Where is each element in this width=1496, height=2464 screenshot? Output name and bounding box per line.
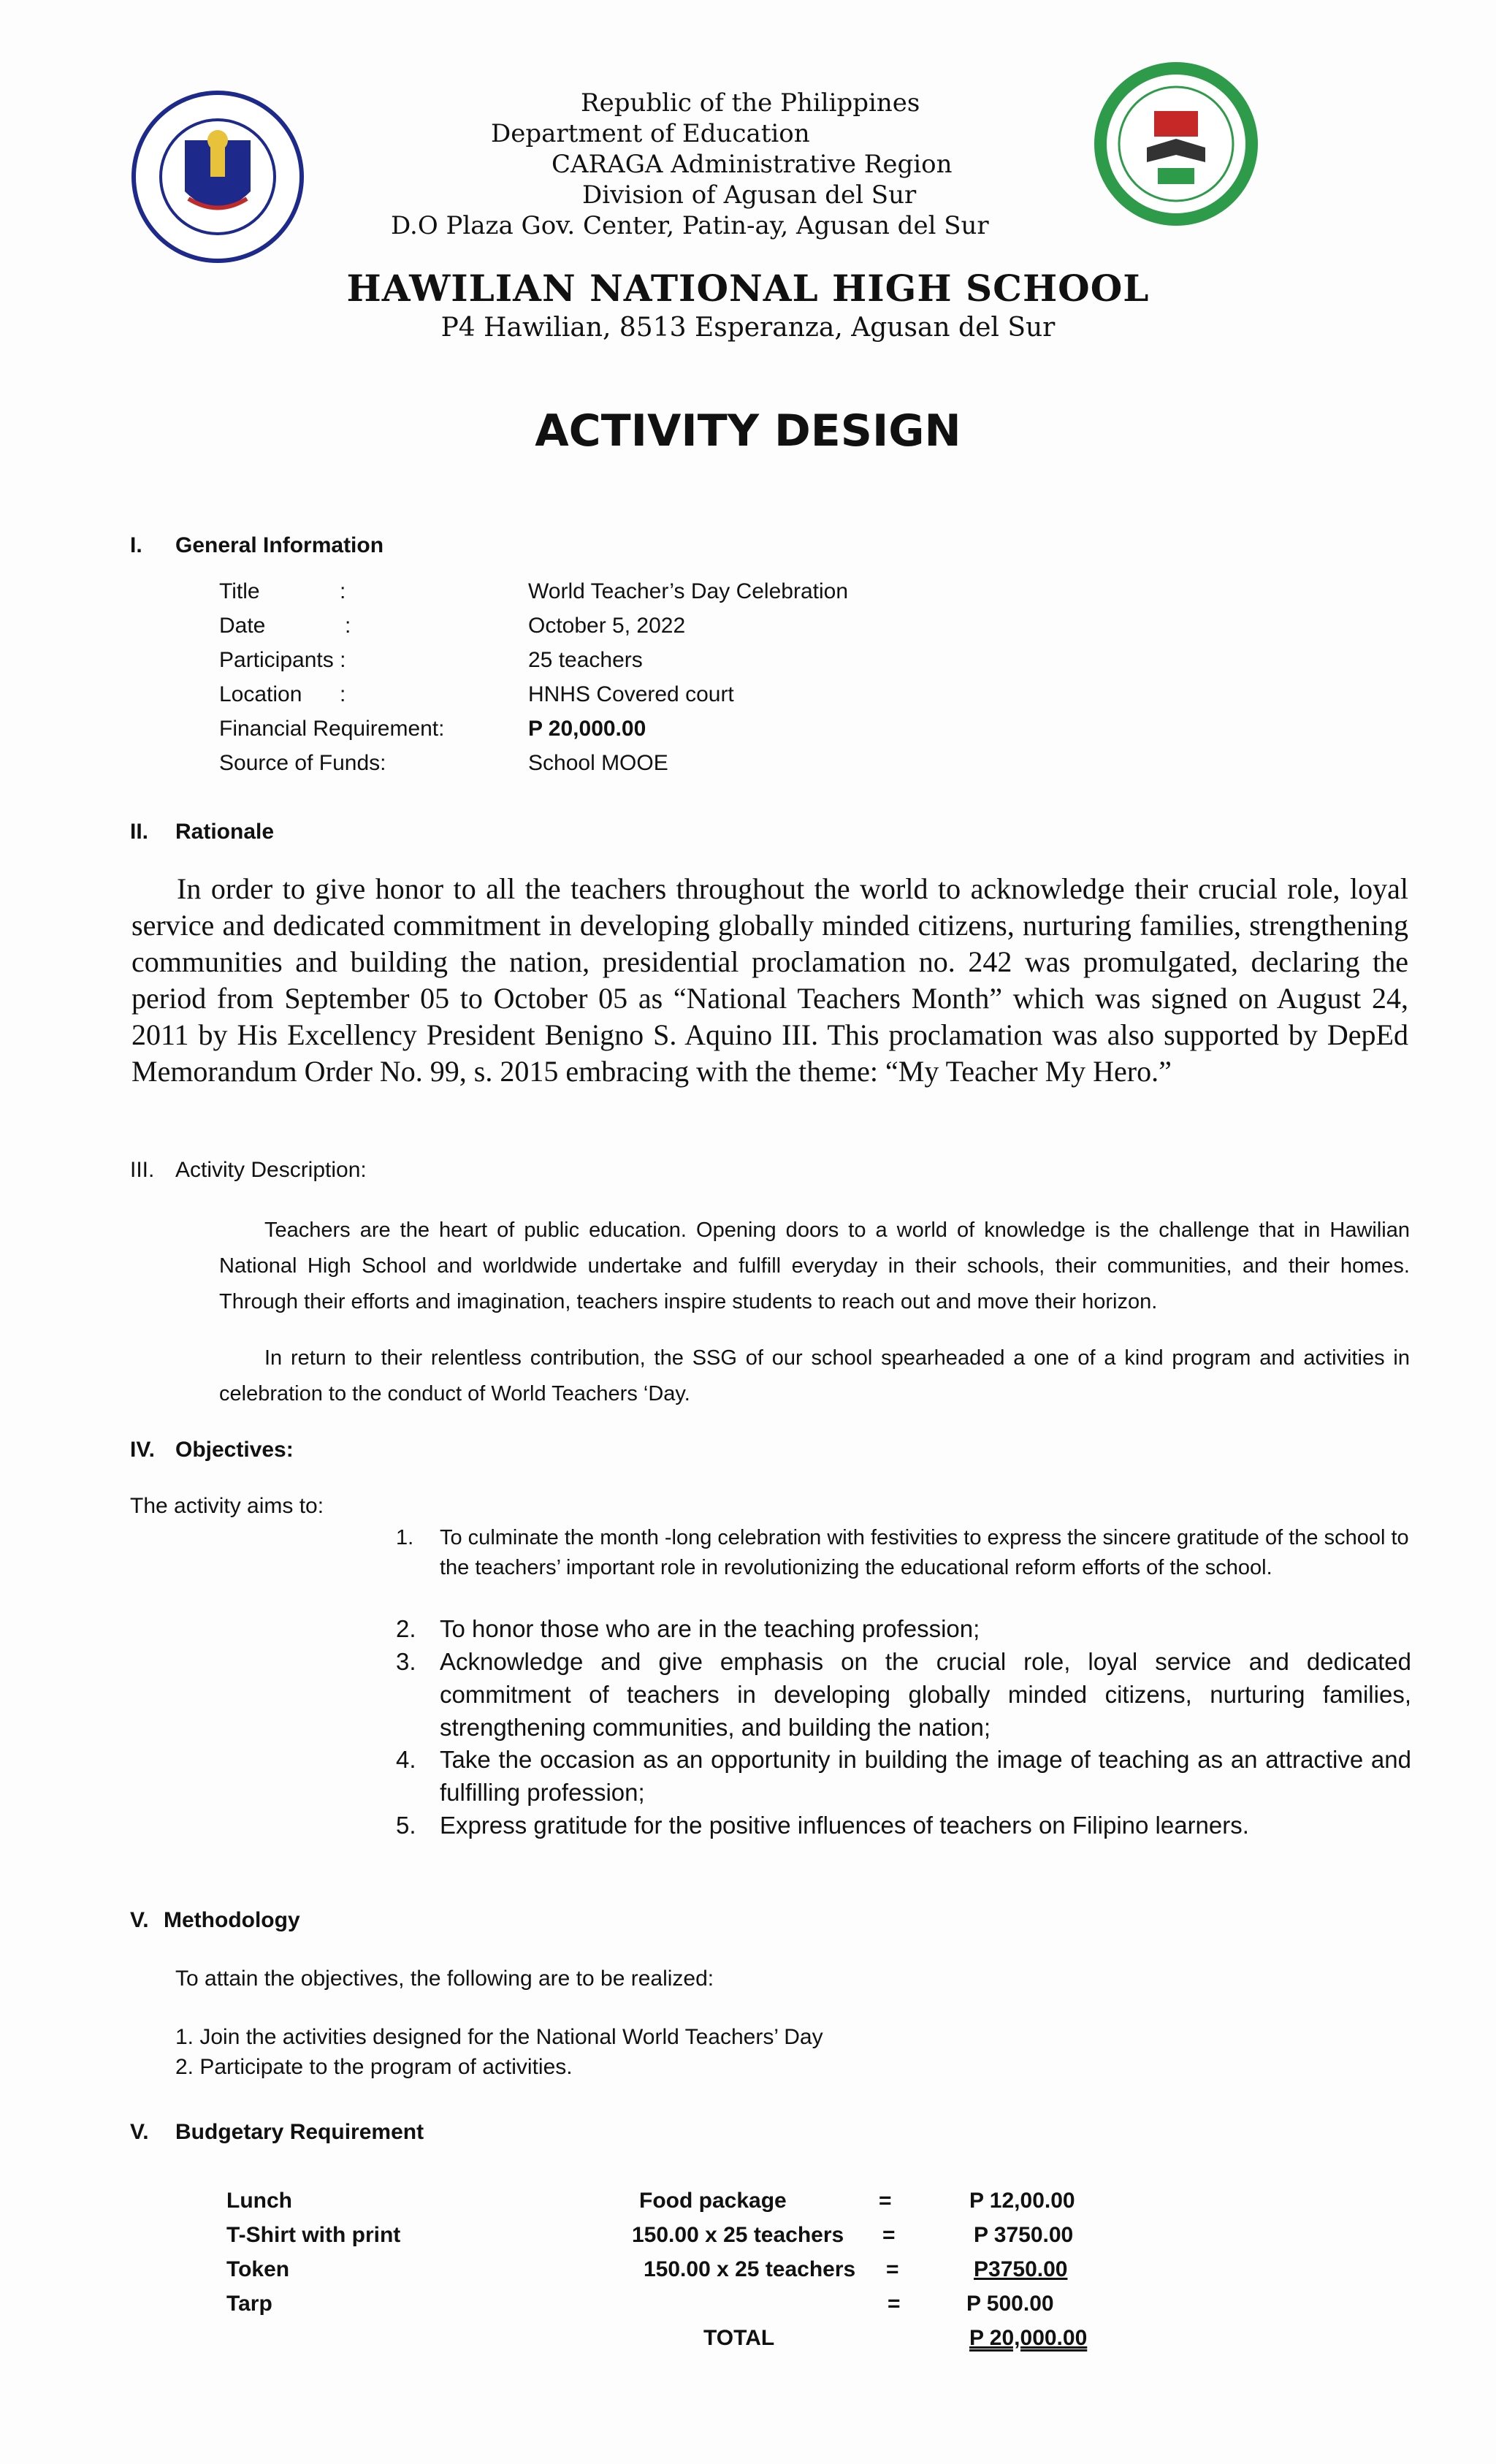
- objective-number: 5.: [396, 1812, 416, 1839]
- budget-item: T-Shirt with print: [226, 2223, 401, 2247]
- general-sep: :: [340, 579, 346, 603]
- budget-total-label: TOTAL: [703, 2326, 775, 2350]
- general-value: HNHS Covered court: [528, 682, 734, 706]
- document-title: ACTIVITY DESIGN: [535, 405, 961, 457]
- republic-line: Republic of the Philippines: [581, 88, 920, 118]
- activity-description-heading: Activity Description:: [175, 1158, 367, 1182]
- budget-total-amount: P 20,000.00: [969, 2326, 1088, 2350]
- section-number-budget: V.: [130, 2120, 149, 2144]
- school-seal-logo: [1077, 60, 1275, 228]
- budget-amount: P 500.00: [966, 2292, 1054, 2316]
- objective-number: 2.: [396, 1615, 416, 1642]
- general-label: Location: [219, 682, 302, 706]
- objective-text: Take the occasion as an opportunity in building the image of teaching as an attractive and fulfilling profession;: [440, 1746, 1411, 1806]
- budget-item: Lunch: [226, 2189, 292, 2213]
- section-number-1: I.: [130, 533, 142, 557]
- general-label: Source of Funds:: [219, 751, 386, 775]
- financial-requirement-value: P 20,000.00: [528, 717, 646, 741]
- budget-basis: 150.00 x 25 teachers: [644, 2257, 856, 2281]
- budget-amount: P 12,00.00: [969, 2189, 1075, 2213]
- objective-text: To culminate the month -long celebration with festivities to express the sincere gratitude of the school to the teachers’ important role in revolutionizing the educational reform efforts of the school.: [440, 1526, 1409, 1579]
- section-number-4: IV.: [130, 1438, 155, 1462]
- office-address-line: D.O Plaza Gov. Center, Patin-ay, Agusan del Sur: [391, 211, 989, 240]
- objective-text: To honor those who are in the teaching profession;: [440, 1615, 980, 1642]
- general-label: Participants :: [219, 648, 346, 672]
- objective-number: 4.: [396, 1746, 416, 1773]
- region-line: CARAGA Administrative Region: [552, 150, 953, 179]
- objective-text: Acknowledge and give emphasis on the crucial role, loyal service and dedicated commitment of teachers in developing globally minded citizens, nurturing families, strengthening communities, and building the nation;: [440, 1648, 1411, 1741]
- general-label: Financial Requirement:: [219, 717, 445, 741]
- general-value: World Teacher’s Day Celebration: [528, 579, 849, 603]
- rationale-paragraph: In order to give honor to all the teachers throughout the world to acknowledge their crucial role, loyal service and dedicated commitment in developing globally minded citizens, nurturing families, strengthening communities and building the nation, presidential proclamation no. 242 was promulgated, declaring the period from September 05 to October 05 as “National Teachers Month” which was signed on August 24, 2011 by His Excellency President Benigno S. Aquino III. This proclamation was also supported by DepEd Memorandum Order No. 99, s. 2015 embracing with the theme: “My Teacher My Hero.”: [131, 872, 1408, 1088]
- general-value: School MOOE: [528, 751, 668, 775]
- school-address: P4 Hawilian, 8513 Esperanza, Agusan del Sur: [440, 313, 1056, 343]
- rationale-heading: Rationale: [175, 820, 275, 844]
- general-info-heading: General Information: [175, 533, 384, 557]
- activity-paragraph-1: Teachers are the heart of public education. Opening doors to a world of knowledge is the challenge that in Hawilian National High School and worldwide undertake and fulfill everyday in their schools, their communities, and their homes. Through their efforts and imagination, teachers inspire students to reach out and move their horizon.: [219, 1218, 1410, 1313]
- methodology-heading: Methodology: [164, 1908, 300, 1932]
- section-number-2: II.: [130, 820, 149, 844]
- objective-number: 3.: [396, 1648, 416, 1675]
- objective-text: Express gratitude for the positive influences of teachers on Filipino learners.: [440, 1812, 1249, 1839]
- department-line: Department of Education: [491, 119, 810, 148]
- budget-item: Tarp: [226, 2292, 272, 2316]
- budget-item: Token: [226, 2257, 290, 2281]
- general-value: 25 teachers: [528, 648, 643, 672]
- methodology-item-1: 1. Join the activities designed for the National World Teachers’ Day: [175, 2025, 823, 2049]
- budget-amount: P 3750.00: [974, 2223, 1074, 2247]
- general-value: October 5, 2022: [528, 614, 686, 638]
- budget-basis: 150.00 x 25 teachers: [632, 2223, 844, 2247]
- methodology-item-2: 2. Participate to the program of activities.: [175, 2055, 573, 2079]
- budget-equals: =: [886, 2257, 899, 2281]
- objectives-intro: The activity aims to:: [130, 1494, 324, 1518]
- division-line: Division of Agusan del Sur: [582, 180, 917, 210]
- budget-basis: Food package: [639, 2189, 787, 2213]
- section-number-5: V.: [130, 1908, 149, 1932]
- objectives-heading: Objectives:: [175, 1438, 294, 1462]
- section-number-3: III.: [130, 1158, 155, 1182]
- budget-equals: =: [882, 2223, 896, 2247]
- general-sep: :: [345, 614, 351, 638]
- budget-heading: Budgetary Requirement: [175, 2120, 424, 2144]
- deped-seal-logo: [130, 89, 305, 264]
- general-label: Title: [219, 579, 260, 603]
- objective-number: 1.: [396, 1526, 414, 1549]
- budget-amount: P3750.00: [974, 2257, 1068, 2281]
- budget-equals: =: [888, 2292, 901, 2316]
- activity-paragraph-2: In return to their relentless contribution, the SSG of our school spearheaded a one of a kind program and activities in celebration to the conduct of World Teachers ‘Day.: [219, 1346, 1410, 1405]
- budget-equals: =: [879, 2189, 892, 2213]
- methodology-intro: To attain the objectives, the following are to be realized:: [175, 1967, 714, 1991]
- general-sep: :: [340, 682, 346, 706]
- general-label: Date: [219, 614, 266, 638]
- school-name: HAWILIAN NATIONAL HIGH SCHOOL: [346, 267, 1150, 310]
